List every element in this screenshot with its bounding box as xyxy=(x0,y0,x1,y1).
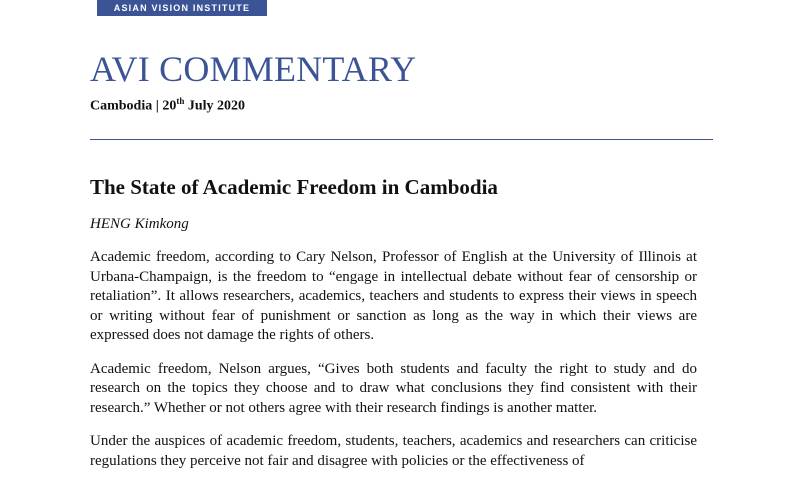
paragraph-3: Under the auspices of academic freedom, students, teachers, academics and researchers can criticise regulations they perceive not fair and disagree with policies or the effectiveness of xyxy=(90,433,697,469)
paragraph-1: Academic freedom, according to Cary Nelson, Professor of English at the University of Illinois at Urbana-Champaign, is the freedom to “engage in intellectual debate without fear of censorship or retaliation”. It allows researchers, academics, teachers and students to express their views in speech or writing without fear of punishment or sanction as long as the way in which their views are expressed does not damage the rights of others. xyxy=(90,249,697,343)
dateline-ordinal: th xyxy=(176,96,185,106)
dateline-prefix: Cambodia | 20 xyxy=(90,98,177,114)
paragraph-2: Academic freedom, Nelson argues, “Gives both students and faculty the right to study and do research on the topics they choose and to draw what conclusions they find consistent with their research.” Whether or not others agree with their research findings is another matter. xyxy=(90,360,697,416)
header-divider xyxy=(90,139,713,140)
article-title: The State of Academic Freedom in Cambodia xyxy=(90,175,498,199)
article-author: HENG Kimkong xyxy=(90,216,189,232)
masthead-title: AVI COMMENTARY xyxy=(90,49,417,89)
institute-logo xyxy=(97,0,267,16)
dateline-suffix: July 2020 xyxy=(184,98,246,114)
dateline xyxy=(90,96,245,115)
article-body xyxy=(90,248,697,485)
logo-text: ASIAN VISION INSTITUTE xyxy=(113,3,251,13)
